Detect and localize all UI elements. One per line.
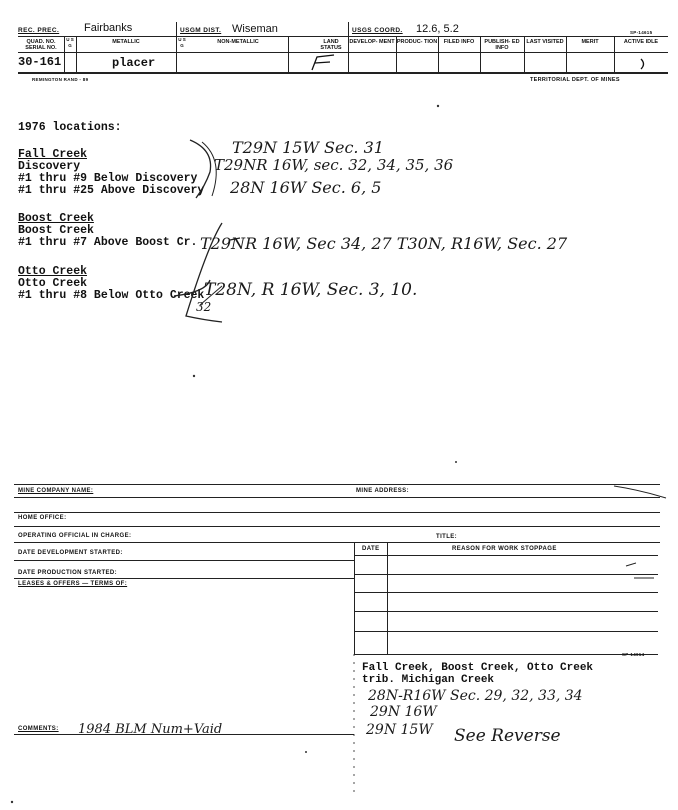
otto-creek-note: T28N, R 16W, Sec. 3, 10. (204, 280, 418, 300)
boost-creek-line: Boost Creek (18, 224, 94, 237)
col-metallic: METALLIC (112, 39, 140, 45)
mine-company-name-label: MINE COMPANY NAME: (18, 488, 94, 494)
summary-note: 29N 15W (366, 722, 433, 738)
fall-creek-heading: Fall Creek (18, 148, 88, 161)
usgm-dist-value: Wiseman (232, 23, 278, 35)
leases-label: LEASES & OFFERS — TERMS OF: (18, 581, 128, 587)
comments-label: COMMENTS: (18, 726, 59, 732)
fall-creek-note: T29N 15W Sec. 31 (232, 138, 384, 157)
title-label: TITLE: (436, 534, 458, 540)
lower-form-number: SP-14614 (622, 652, 645, 657)
usgs-coord-value: 12.6, 5.2 (416, 23, 459, 35)
fall-creek-note: T29NR 16W, sec. 32, 34, 35, 36 (214, 156, 454, 174)
col-development: DEVELOP- MENT (349, 39, 395, 45)
rec-prec-value: Fairbanks (84, 22, 133, 34)
boost-creek-line: #1 thru #7 Above Boost Cr. (18, 236, 198, 249)
reason-col-label: REASON FOR WORK STOPPAGE (452, 546, 557, 552)
col-last-visited: LAST VISITED (526, 39, 564, 45)
fall-creek-line: #1 thru #9 Below Discovery (18, 172, 198, 185)
col-land-status: LAND STATUS (320, 39, 342, 51)
summary-line: trib. Michigan Creek (362, 674, 495, 686)
usgm-dist-label: USGM DIST. (180, 27, 222, 34)
summary-note: 28N-R16W Sec. 29, 32, 33, 34 (368, 688, 583, 704)
usgs-coord-label: USGS COORD. (352, 27, 403, 34)
locations-title: 1976 locations: (18, 121, 122, 134)
quad-no-label: QUAD. NO. (26, 39, 56, 45)
col-non-metallic: NON-METALLIC (217, 39, 259, 45)
operating-official-label: OPERATING OFFICIAL IN CHARGE: (18, 533, 132, 539)
date-development-label: DATE DEVELOPMENT STARTED: (18, 550, 123, 556)
summary-note: See Reverse (454, 726, 561, 746)
footer-left: REMINGTON RAND - 89 (32, 77, 89, 82)
date-col-label: DATE (362, 546, 380, 552)
form-number: SP-14615 (630, 30, 653, 35)
col-filed-info: FILED INFO (443, 39, 475, 45)
summary-note: 29N 16W (370, 704, 437, 720)
boost-creek-note: T29NR 16W, Sec 34, 27 T30N, R16W, Sec. 27 (200, 234, 568, 253)
col-usg: U S G (66, 37, 74, 48)
date-production-label: DATE PRODUCTION STARTED: (18, 570, 118, 576)
home-office-label: HOME OFFICE: (18, 515, 67, 521)
col-production: PRODUC- TION (396, 39, 438, 45)
otto-creek-note: 32 (196, 300, 212, 314)
quad-value: 30-161 (18, 55, 62, 69)
summary-line: Fall Creek, Boost Creek, Otto Creek (362, 662, 594, 674)
footer-right: TERRITORIAL DEPT. OF MINES (530, 77, 620, 83)
fall-creek-line: #1 thru #25 Above Discovery (18, 184, 205, 197)
col-published-info: PUBLISH- ED INFO (484, 39, 520, 51)
metallic-value: placer (112, 56, 156, 70)
comments-value: 1984 BLM Num+Vaid (78, 722, 223, 737)
col-active-idle: ACTIVE IDLE (623, 39, 659, 45)
otto-creek-line: #1 thru #8 Below Otto Creek (18, 289, 205, 302)
boost-creek-heading: Boost Creek (18, 212, 94, 225)
col-usg2: U S G (178, 37, 186, 48)
otto-creek-line: Otto Creek (18, 277, 88, 290)
mine-address-label: MINE ADDRESS: (356, 488, 409, 494)
fall-creek-note: 28N 16W Sec. 6, 5 (230, 178, 382, 197)
col-merit: MERIT (581, 39, 599, 45)
fall-creek-line: Discovery (18, 160, 81, 173)
rec-prec-label: REC. PREC. (18, 27, 60, 34)
serial-no-label: SERIAL NO. (25, 45, 57, 51)
otto-creek-heading: Otto Creek (18, 265, 88, 278)
